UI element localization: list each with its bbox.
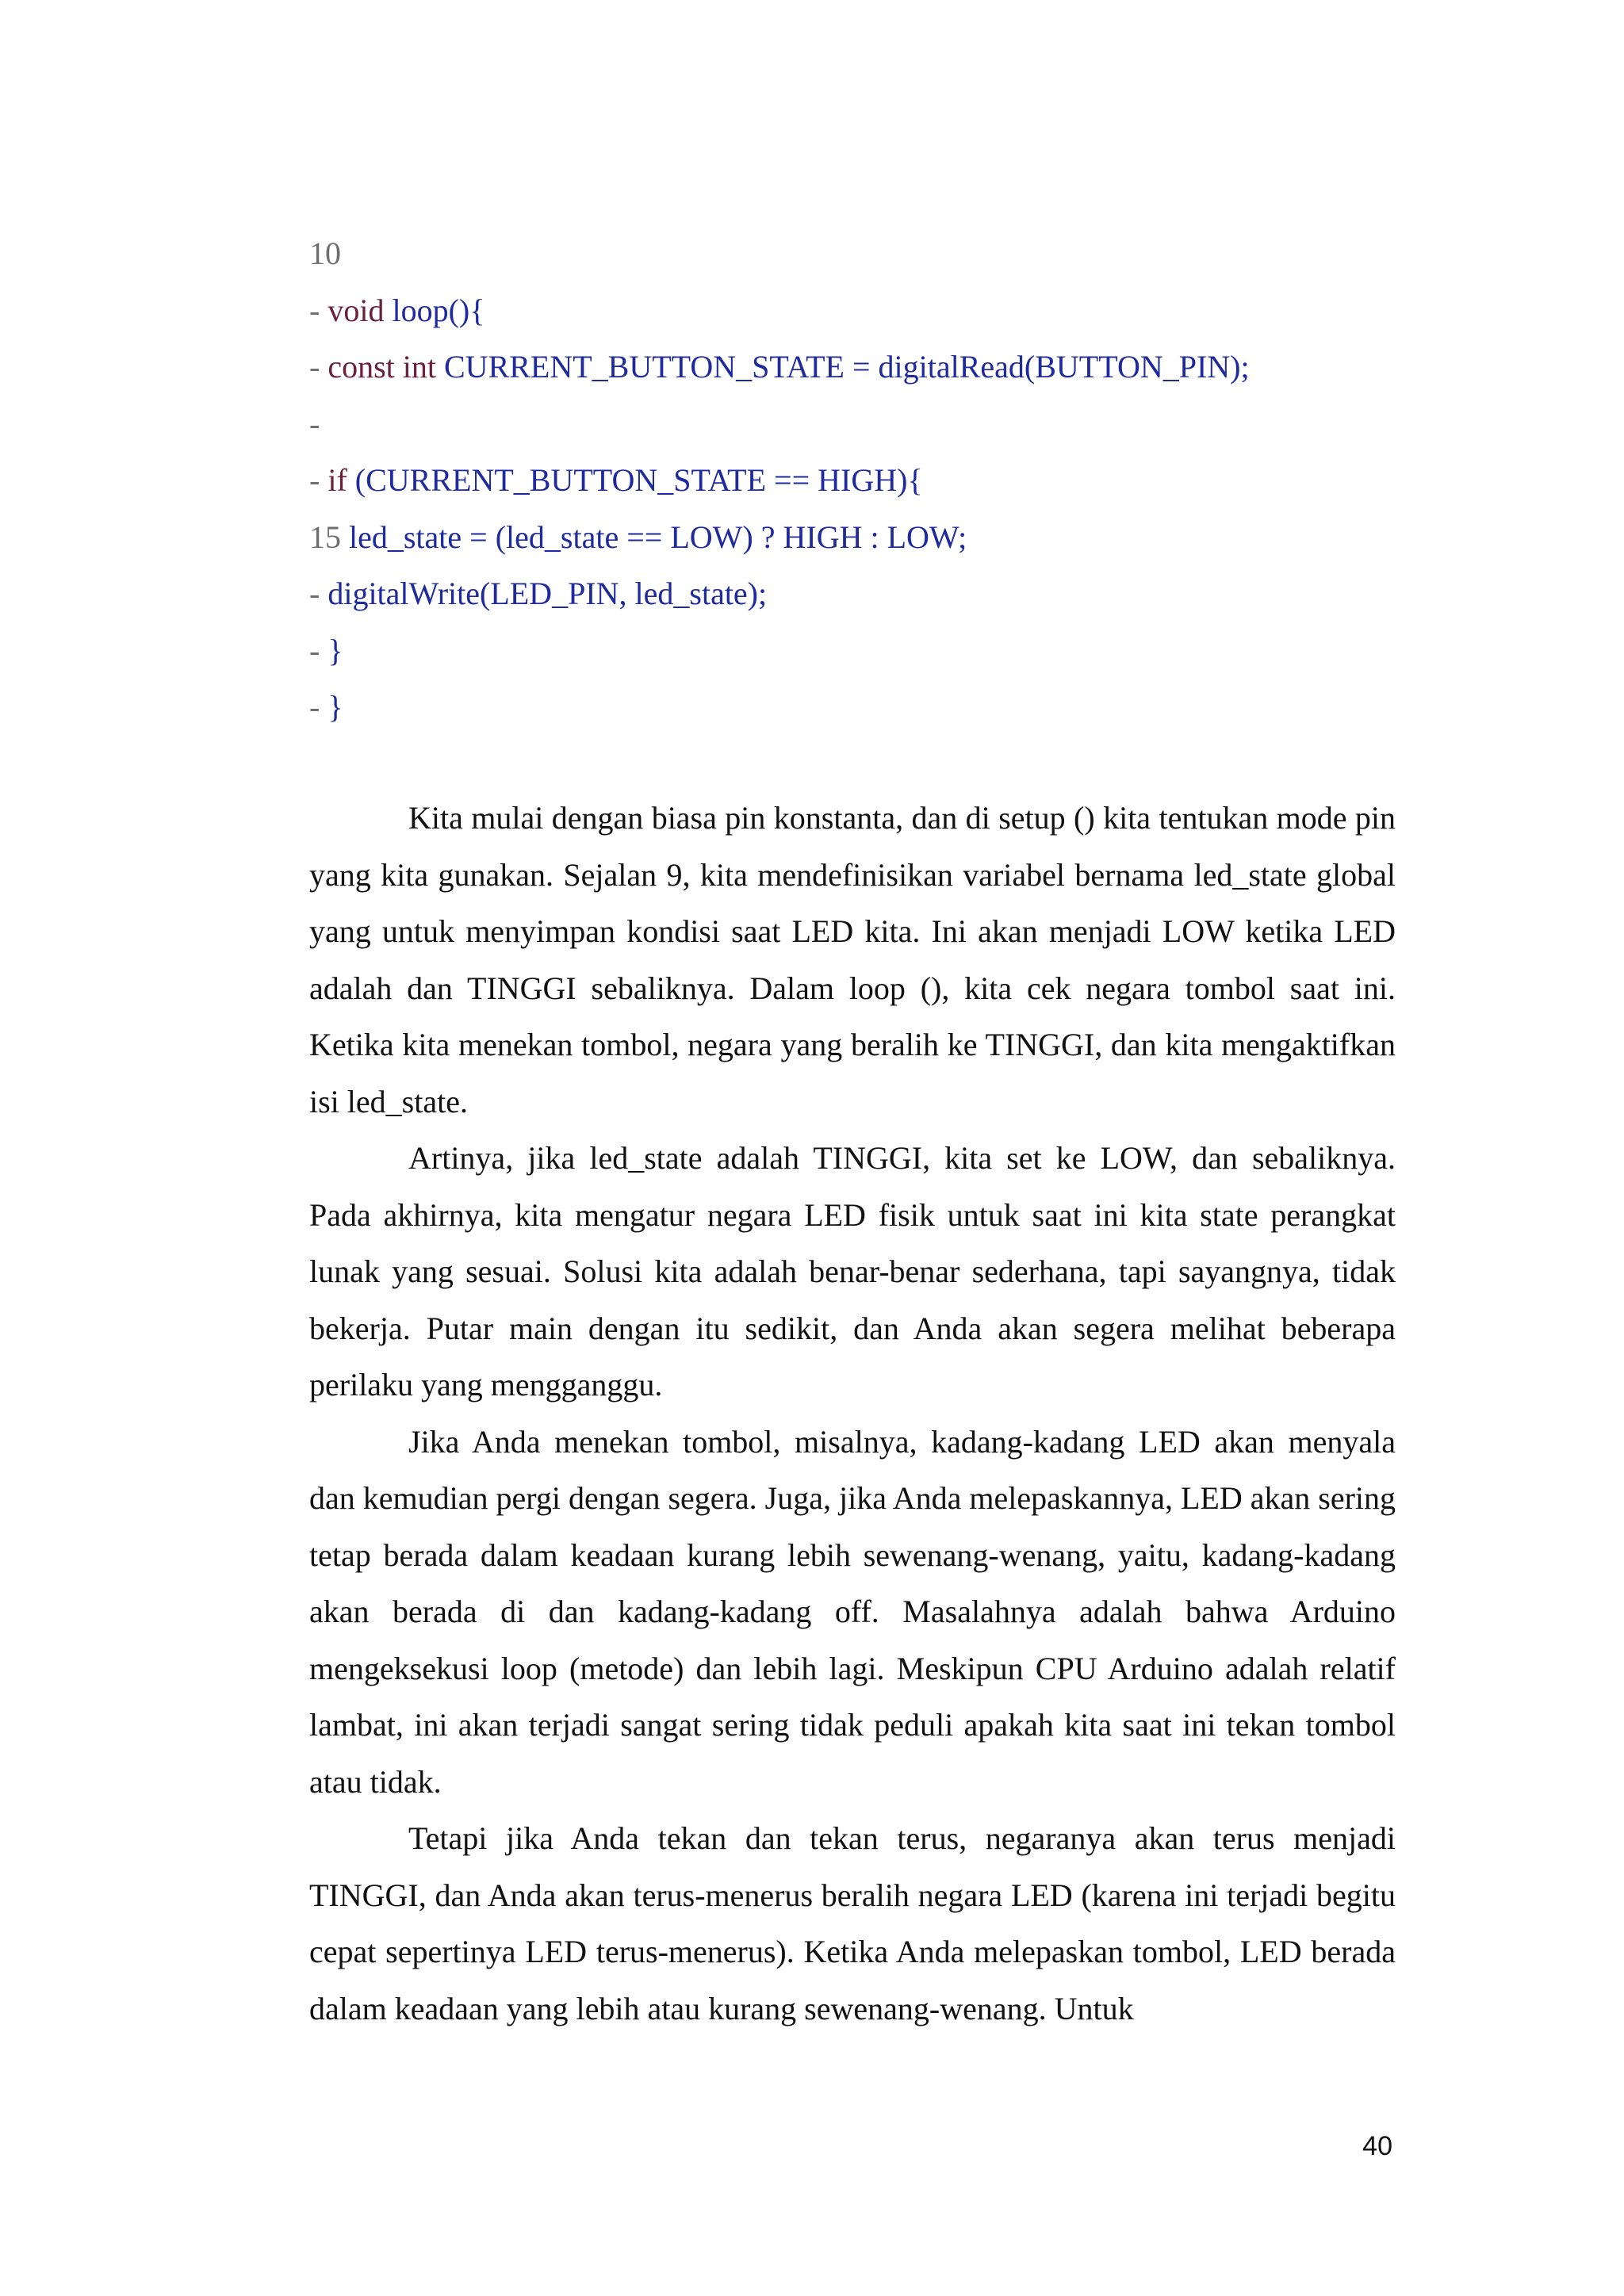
- line-prefix: -: [309, 689, 328, 725]
- paragraph-2: Artinya, jika led_state adalah TINGGI, kita set ke LOW, dan sebaliknya. Pada akhirnya, kita mengatur negara LED fisik untuk saat ini kita state perangkat lunak yang sesuai. Solusi kita adalah benar-benar sederhana, tapi sayangnya, tidak bekerja. Putar main dengan itu sedikit, dan Anda akan segera melihat beberapa perilaku yang mengganggu.: [309, 1140, 1396, 1402]
- line-prefix: -: [309, 632, 328, 668]
- code-line-6: [309, 509, 1459, 566]
- code-keyword: if: [327, 462, 355, 498]
- line-prefix: -: [309, 576, 328, 611]
- paragraph-4: Tetapi jika Anda tekan dan tekan terus, negaranya akan terus menjadi TINGGI, dan Anda akan terus-menerus beralih negara LED (karena ini terjadi begitu cepat sepertinya LED terus-menerus). Ketika Anda melepaskan tombol, LED berada dalam keadaan yang lebih atau kurang sewenang-wenang. Untuk: [309, 1820, 1396, 2026]
- code-line-7: [309, 565, 1459, 622]
- code-keyword: const int: [327, 349, 444, 385]
- code-line-3: [309, 339, 1459, 396]
- code-line-1: [309, 225, 1459, 282]
- line-prefix: 15: [309, 519, 349, 555]
- body-text: [309, 790, 1396, 2037]
- code-line-2: [309, 282, 1459, 339]
- code-line-5: [309, 452, 1459, 509]
- page-number: 40: [1362, 2131, 1392, 2161]
- line-prefix: -: [309, 405, 320, 442]
- paragraph-1: Kita mulai dengan biasa pin konstanta, dan di setup () kita tentukan mode pin yang kita gunakan. Sejalan 9, kita mendefinisikan variabel bernama led_state global yang untuk menyimpan kondisi saat LED kita. Ini akan menjadi LOW ketika LED adalah dan TINGGI sebaliknya. Dalam loop (), kita cek negara tombol saat ini. Ketika kita menekan tombol, negara yang beralih ke TINGGI, dan kita mengaktifkan isi led_state.: [309, 800, 1396, 1119]
- code-text: CURRENT_BUTTON_STATE = digitalRead(BUTTON_PIN);: [444, 349, 1250, 385]
- code-text: digitalWrite(LED_PIN, led_state);: [327, 576, 768, 611]
- line-prefix: -: [309, 292, 328, 328]
- code-listing: [309, 225, 1459, 736]
- code-text: loop(){: [392, 292, 485, 328]
- code-text: }: [327, 689, 343, 725]
- code-line-4: [309, 396, 1459, 453]
- code-text: (CURRENT_BUTTON_STATE == HIGH){: [354, 462, 923, 498]
- code-line-8: [309, 622, 1459, 679]
- line-prefix: -: [309, 349, 328, 385]
- paragraph-3: Jika Anda menekan tombol, misalnya, kadang-kadang LED akan menyala dan kemudian pergi dengan segera. Juga, jika Anda melepaskannya, LED akan sering tetap berada dalam keadaan kurang lebih sewenang-wenang, yaitu, kadang-kadang akan berada di dan kadang-kadang off. Masalahnya adalah bahwa Arduino mengeksekusi loop (metode) dan lebih lagi. Meskipun CPU Arduino adalah relatif lambat, ini akan terjadi sangat sering tidak peduli apakah kita saat ini tekan tombol atau tidak.: [309, 1423, 1396, 1800]
- line-prefix: 10: [309, 235, 341, 271]
- line-prefix: -: [309, 462, 328, 498]
- code-text: led_state = (led_state == LOW) ? HIGH : LOW;: [349, 519, 967, 555]
- code-keyword: void: [327, 292, 393, 328]
- code-line-9: [309, 679, 1459, 736]
- code-text: }: [327, 632, 343, 668]
